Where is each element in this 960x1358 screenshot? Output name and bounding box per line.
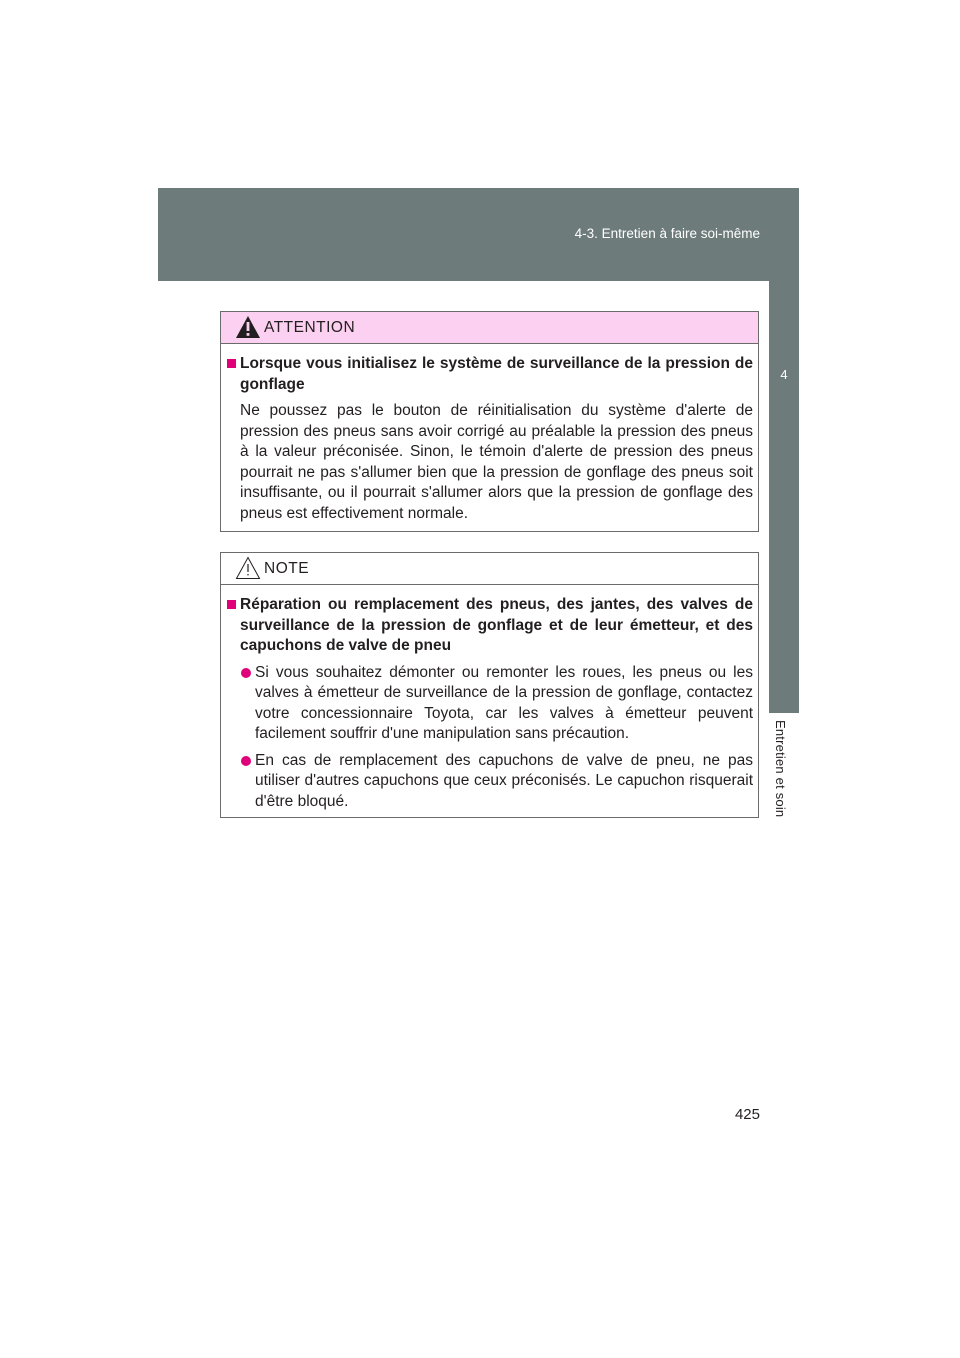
note-bullet: Si vous souhaitez démonter ou remonter les roues, les pneus ou les valves à émetteur de surveillance de la pression de gonflage, contactez votre concessionnaire Toyota, car les valves à émetteur peuvent facilement souffrir d'une manipulation sans précaution. <box>227 663 753 745</box>
chapter-number: 4 <box>780 367 788 382</box>
square-bullet-icon <box>227 600 236 609</box>
note-bullet: En cas de remplacement des capuchons de valve de pneu, ne pas utiliser d'autres capuchons que ceux préconisés. Le capuchon risquerait d'être bloqué. <box>227 751 753 813</box>
caution-triangle-outline-icon <box>235 556 261 585</box>
note-box <box>220 552 759 818</box>
note-heading: Réparation ou remplacement des pneus, des jantes, des valves de surveillance de la pression de gonflage et de leur émetteur, et des capuchons de valve de pneu <box>227 595 753 657</box>
round-bullet-icon <box>241 756 251 766</box>
square-bullet-icon <box>227 359 236 368</box>
attention-heading: Lorsque vous initialisez le système de surveillance de la pression de gonflage <box>227 354 753 395</box>
chapter-label: Entretien et soin <box>773 720 788 818</box>
attention-header <box>221 312 758 344</box>
header-band <box>158 188 799 281</box>
attention-box <box>220 311 759 532</box>
round-bullet-icon <box>241 668 251 678</box>
note-title: NOTE <box>264 560 310 577</box>
attention-text: Ne poussez pas le bouton de réinitialisation du système d'alerte de pression des pneus sans avoir corrigé au préalable la pression des pneus à la valeur préconisée. Sinon, le témoin d'alerte de pression des pneus pourrait ne pas s'allumer bien que la pression de gonflage des pneus soit insuffisante, ou il pourrait s'allumer alors que la pression de gonflage des pneus est effectivement normale. <box>240 402 753 522</box>
attention-title: ATTENTION <box>264 319 356 336</box>
warning-triangle-icon <box>235 315 261 344</box>
note-header <box>221 553 758 585</box>
chapter-tab <box>769 281 799 713</box>
page-number: 425 <box>734 1106 760 1123</box>
section-title: 4-3. Entretien à faire soi-même <box>574 226 760 241</box>
